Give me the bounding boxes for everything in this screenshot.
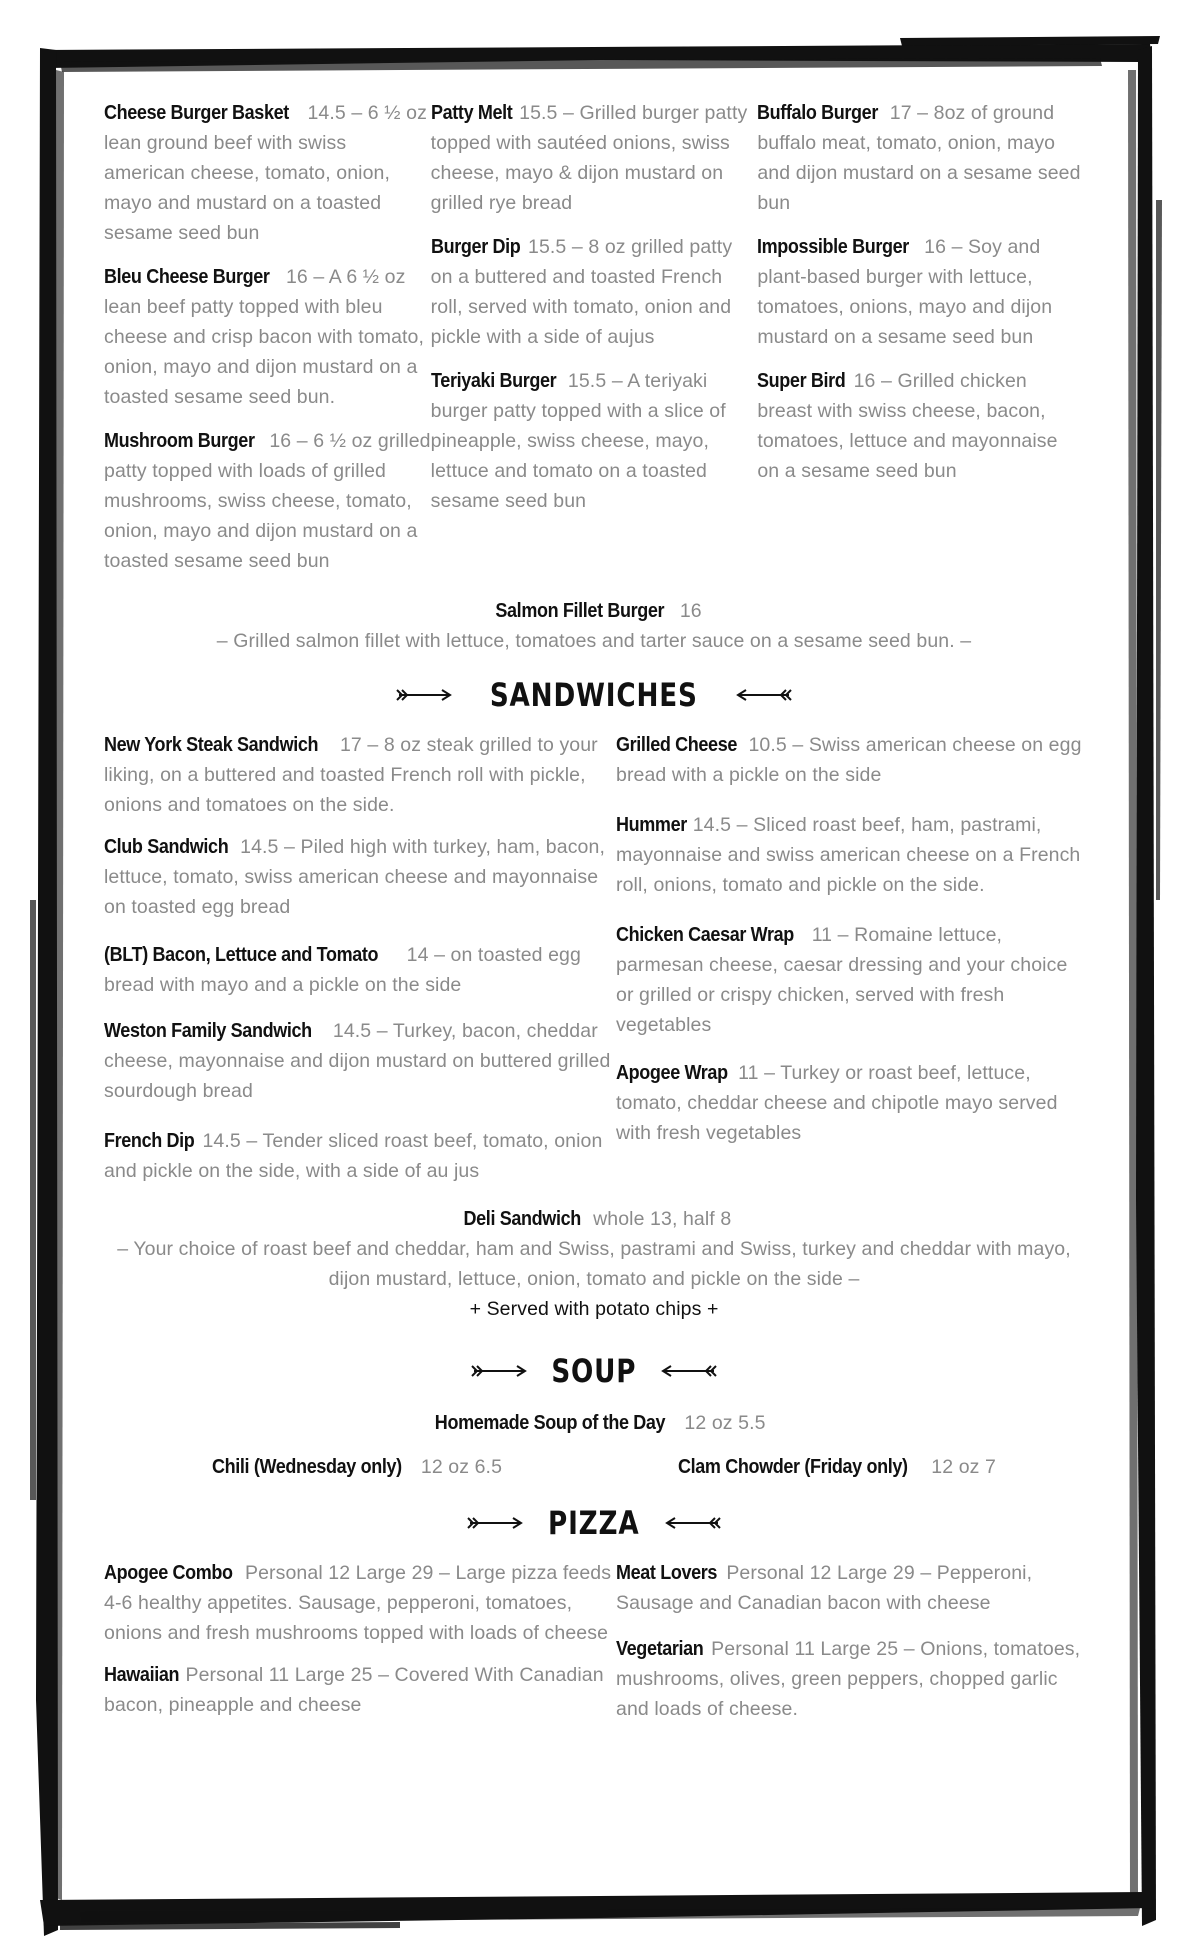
arrow-left-icon <box>660 1363 718 1379</box>
section-title: SANDWICHES <box>490 676 698 714</box>
menu-item: Teriyaki Burger 15.5 – A teriyaki burger patty topped with a slice of pineapple, swiss cheese, mayo, lettuce and tomato on a toasted sesame seed bun <box>430 370 726 512</box>
pizza-grid <box>104 1558 1084 1736</box>
section-title: SOUP <box>551 1352 637 1390</box>
sandwiches-grid <box>104 730 1084 1198</box>
menu-item: Hawaiian Personal 11 Large 25 – Covered With Canadian bacon, pineapple and cheese <box>104 1664 604 1716</box>
menu-item: French Dip 14.5 – Tender sliced roast beef, tomato, onion and pickle on the side, with a side of au jus <box>104 1130 603 1182</box>
clam-chowder-item: Clam Chowder (Friday only) 12 oz 7 <box>678 1456 996 1478</box>
menu-item: Meat Lovers Personal 12 Large 29 – Pepperoni, Sausage and Canadian bacon with cheese <box>616 1562 1033 1614</box>
burger-column-2 <box>431 98 758 590</box>
homemade-soup-item: Homemade Soup of the Day 12 oz 5.5 <box>435 1412 766 1434</box>
menu-item: Apogee Wrap 11 – Turkey or roast beef, lettuce, tomato, cheddar cheese and chipotle mayo served with fresh vegetables <box>616 1062 1058 1144</box>
deli-note: + Served with potato chips + <box>469 1298 719 1320</box>
menu-item: Vegetarian Personal 11 Large 25 – Onions, tomatoes, mushrooms, olives, green peppers, chopped garlic and loads of cheese. <box>616 1638 1081 1720</box>
menu-item: Weston Family Sandwich 14.5 – Turkey, bacon, cheddar cheese, mayonnaise and dijon mustard on buttered grilled sourdough bread <box>104 1020 611 1102</box>
burgers-grid <box>104 98 1084 590</box>
menu-item: Burger Dip 15.5 – 8 oz grilled patty on a buttered and toasted French roll, served with tomato, onion and pickle with a side of aujus <box>430 236 733 348</box>
burger-column-1 <box>104 98 431 590</box>
menu-item: (BLT) Bacon, Lettuce and Tomato 14 – on toasted egg bread with mayo and a pickle on the side <box>104 944 581 996</box>
arrow-right-icon <box>466 1515 524 1531</box>
menu-item: Chicken Caesar Wrap 11 – Romaine lettuce, parmesan cheese, caesar dressing and your choice or grilled or crispy chicken, served with fresh vegetables <box>616 924 1068 1036</box>
menu-item: Cheese Burger Basket 14.5 – 6 ½ oz lean ground beef with swiss american cheese, tomato, onion, mayo and mustard on a toasted sesame seed bun <box>104 102 427 244</box>
menu-item: Super Bird 16 – Grilled chicken breast with swiss cheese, bacon, tomatoes, lettuce and mayonnaise on a sesame seed bun <box>757 370 1058 482</box>
menu-item: Bleu Cheese Burger 16 – A 6 ½ oz lean beef patty topped with bleu cheese and crisp bacon with tomato, onion, mayo and dijon mustard on a toasted sesame seed bun. <box>104 266 425 408</box>
menu-page <box>104 98 1084 1736</box>
salmon-fillet-item: Salmon Fillet Burger 16 – Grilled salmon fillet with lettuce, tomatoes and tarter sauce on a sesame seed bun. – <box>216 600 972 652</box>
sandwich-column-1 <box>104 730 616 1198</box>
sandwich-column-2 <box>616 730 1084 1198</box>
burger-column-3 <box>757 98 1084 590</box>
menu-item: Club Sandwich 14.5 – Piled high with turkey, ham, bacon, lettuce, tomato, swiss american cheese and mayonnaise on toasted egg bread <box>104 836 605 918</box>
menu-item: Grilled Cheese 10.5 – Swiss american cheese on egg bread with a pickle on the side <box>616 734 1082 786</box>
soup-heading <box>104 1352 1084 1390</box>
arrow-right-icon <box>470 1363 528 1379</box>
pizza-column-1 <box>104 1558 616 1736</box>
pizza-column-2 <box>616 1558 1084 1736</box>
menu-item: Hummer 14.5 – Sliced roast beef, ham, pastrami, mayonnaise and swiss american cheese on a French roll, onions, tomato and pickle on the side. <box>616 814 1081 896</box>
arrow-left-icon <box>664 1515 722 1531</box>
menu-item: Buffalo Burger 17 – 8oz of ground buffalo meat, tomato, onion, mayo and dijon mustard on a sesame seed bun <box>757 102 1081 214</box>
soup-row <box>104 1452 1084 1482</box>
menu-item: Apogee Combo Personal 12 Large 29 – Large pizza feeds 4-6 healthy appetites. Sausage, pepperoni, tomatoes, onions and fresh mushrooms topped with loads of cheese <box>104 1562 612 1644</box>
arrow-left-icon <box>735 687 793 703</box>
sandwiches-heading <box>104 676 1084 714</box>
menu-item: New York Steak Sandwich 17 – 8 oz steak grilled to your liking, on a buttered and toasted French roll with pickle, onions and tomatoes on the side. <box>104 734 598 816</box>
arrow-right-icon <box>395 687 453 703</box>
deli-sandwich-item: Deli Sandwich whole 13, half 8 – Your choice of roast beef and cheddar, ham and Swiss, pastrami and Swiss, turkey and cheddar with mayo, dijon mustard, lettuce, onion, tomato and pickle on the side – + Served with potato chips + <box>104 1204 1084 1324</box>
pizza-heading <box>104 1504 1084 1542</box>
menu-item: Patty Melt 15.5 – Grilled burger patty topped with sautéed onions, swiss cheese, mayo & dijon mustard on grilled rye bread <box>430 102 748 214</box>
menu-item: Mushroom Burger 16 – 6 ½ oz grilled patty topped with loads of grilled mushrooms, swiss cheese, tomato, onion, mayo and dijon mustard on a toasted sesame seed bun <box>104 430 431 572</box>
menu-item: Impossible Burger 16 – Soy and plant-based burger with lettuce, tomatoes, onions, mayo and dijon mustard on a sesame seed bun <box>757 236 1053 348</box>
chili-item: Chili (Wednesday only) 12 oz 6.5 <box>212 1456 503 1478</box>
section-title: PIZZA <box>548 1504 640 1542</box>
